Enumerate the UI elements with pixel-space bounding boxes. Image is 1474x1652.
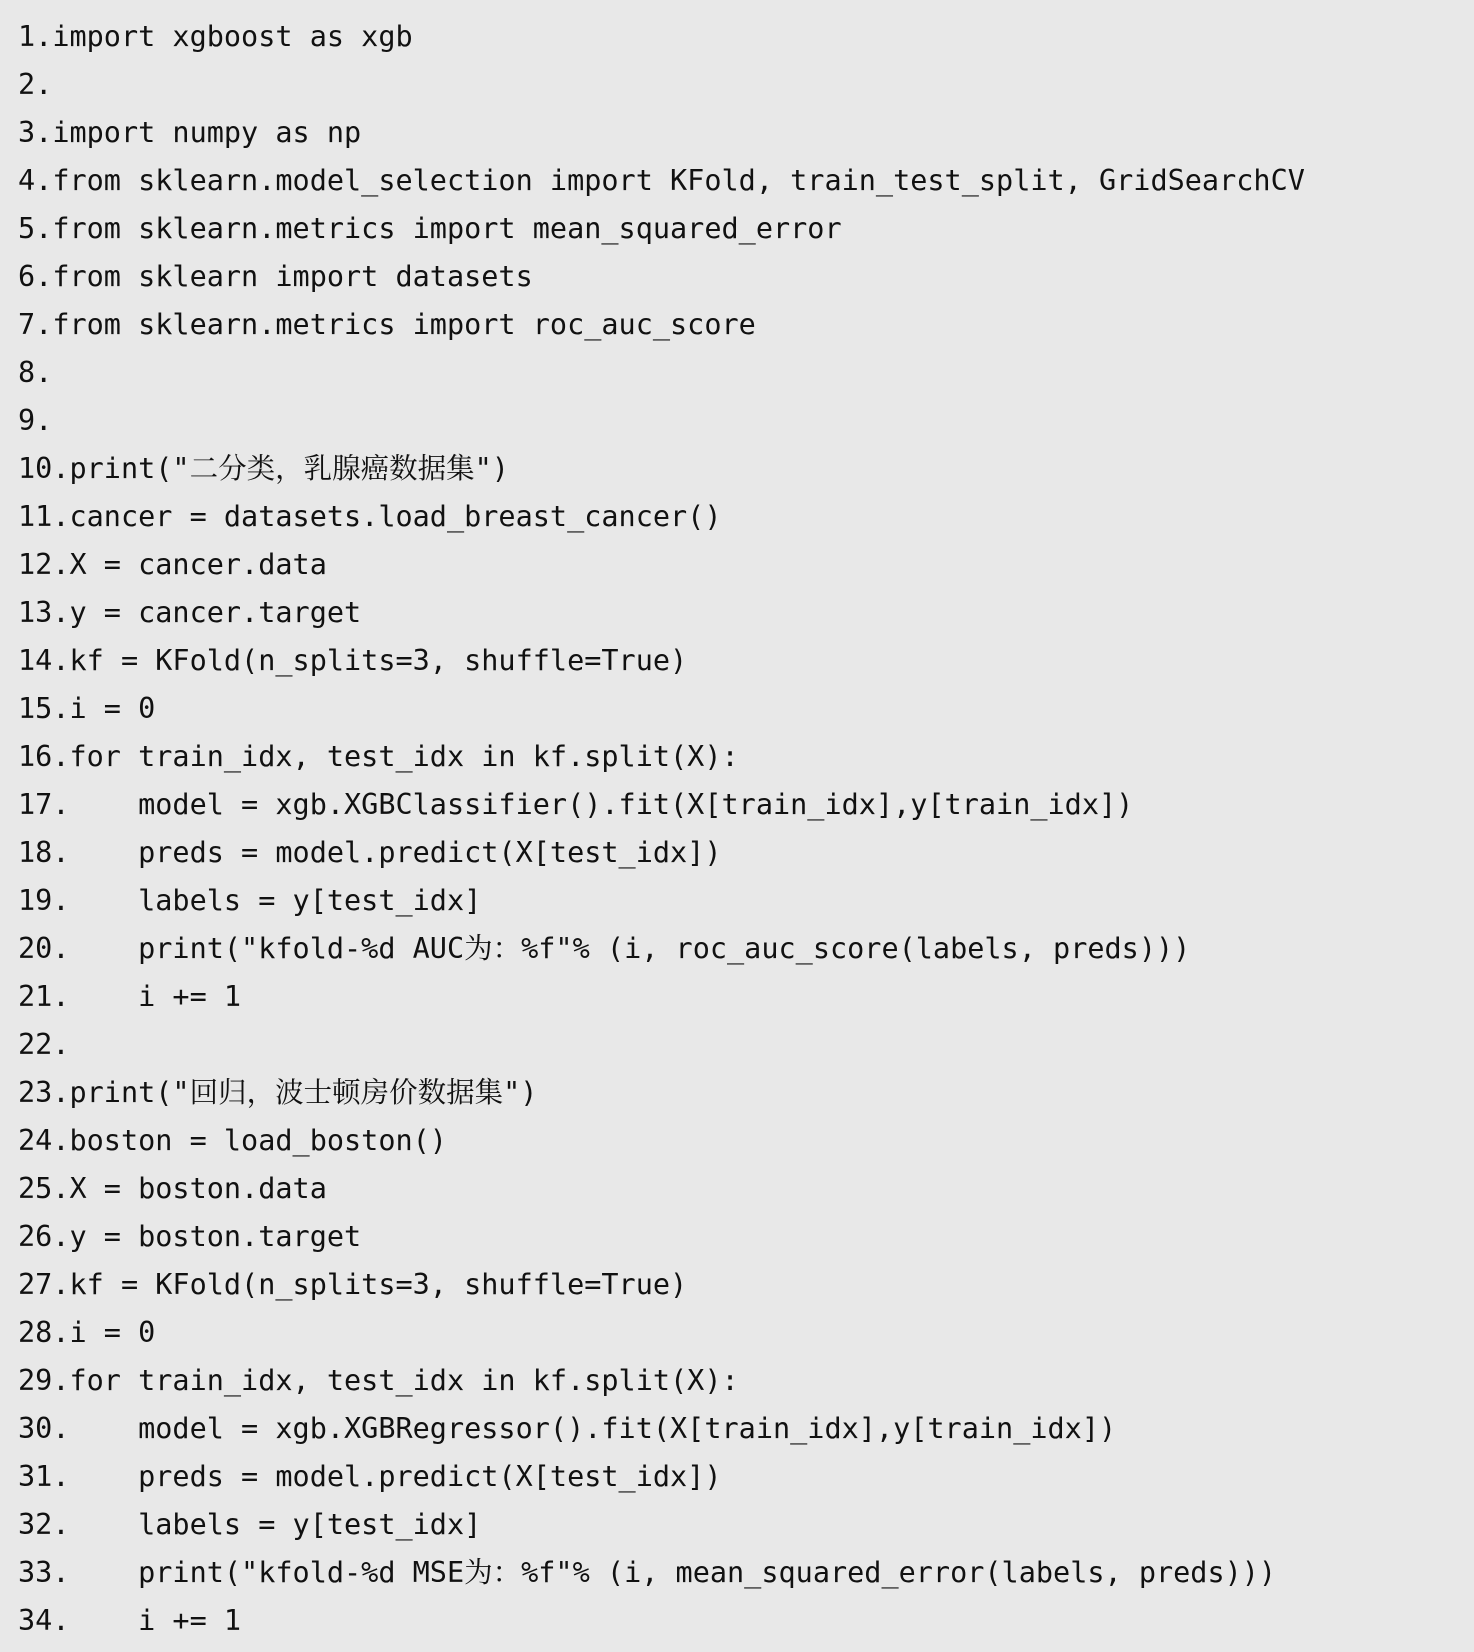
code-line-4: 4.from sklearn.model_selection import KFold, train_test_split, GridSearchCV — [18, 164, 1305, 197]
code-line-28: 28.i = 0 — [18, 1316, 156, 1349]
code-line-22: 22. — [18, 1028, 70, 1061]
code-line-30: 30. model = xgb.XGBRegressor().fit(X[train_idx],y[train_idx]) — [18, 1412, 1117, 1445]
code-line-11: 11.cancer = datasets.load_breast_cancer() — [18, 500, 722, 533]
code-line-27: 27.kf = KFold(n_splits=3, shuffle=True) — [18, 1268, 688, 1301]
code-line-5: 5.from sklearn.metrics import mean_squared_error — [18, 212, 842, 245]
code-line-33: 33. print("kfold-%d MSE为：%f"% (i, mean_squared_error(labels, preds))) — [18, 1556, 1277, 1589]
code-line-16: 16.for train_idx, test_idx in kf.split(X): — [18, 740, 739, 773]
code-line-20: 20. print("kfold-%d AUC为：%f"% (i, roc_auc_score(labels, preds))) — [18, 932, 1191, 965]
code-line-2: 2. — [18, 68, 53, 101]
code-line-31: 31. preds = model.predict(X[test_idx]) — [18, 1460, 722, 1493]
code-line-1: 1.import xgboost as xgb — [18, 20, 413, 53]
code-line-3: 3.import numpy as np — [18, 116, 362, 149]
code-line-21: 21. i += 1 — [18, 980, 242, 1013]
code-line-18: 18. preds = model.predict(X[test_idx]) — [18, 836, 722, 869]
code-line-10: 10.print("二分类，乳腺癌数据集") — [18, 452, 509, 485]
code-line-34: 34. i += 1 — [18, 1604, 242, 1637]
code-line-26: 26.y = boston.target — [18, 1220, 362, 1253]
code-line-6: 6.from sklearn import datasets — [18, 260, 533, 293]
code-line-17: 17. model = xgb.XGBClassifier().fit(X[train_idx],y[train_idx]) — [18, 788, 1134, 821]
code-line-32: 32. labels = y[test_idx] — [18, 1508, 482, 1541]
code-line-24: 24.boston = load_boston() — [18, 1124, 447, 1157]
code-line-19: 19. labels = y[test_idx] — [18, 884, 482, 917]
code-line-25: 25.X = boston.data — [18, 1172, 327, 1205]
code-line-8: 8. — [18, 356, 53, 389]
code-line-13: 13.y = cancer.target — [18, 596, 362, 629]
code-line-12: 12.X = cancer.data — [18, 548, 327, 581]
code-line-14: 14.kf = KFold(n_splits=3, shuffle=True) — [18, 644, 688, 677]
code-line-29: 29.for train_idx, test_idx in kf.split(X): — [18, 1364, 739, 1397]
code-line-23: 23.print("回归，波士顿房价数据集") — [18, 1076, 538, 1109]
code-line-9: 9. — [18, 404, 53, 437]
code-line-15: 15.i = 0 — [18, 692, 156, 725]
code-line-7: 7.from sklearn.metrics import roc_auc_score — [18, 308, 756, 341]
